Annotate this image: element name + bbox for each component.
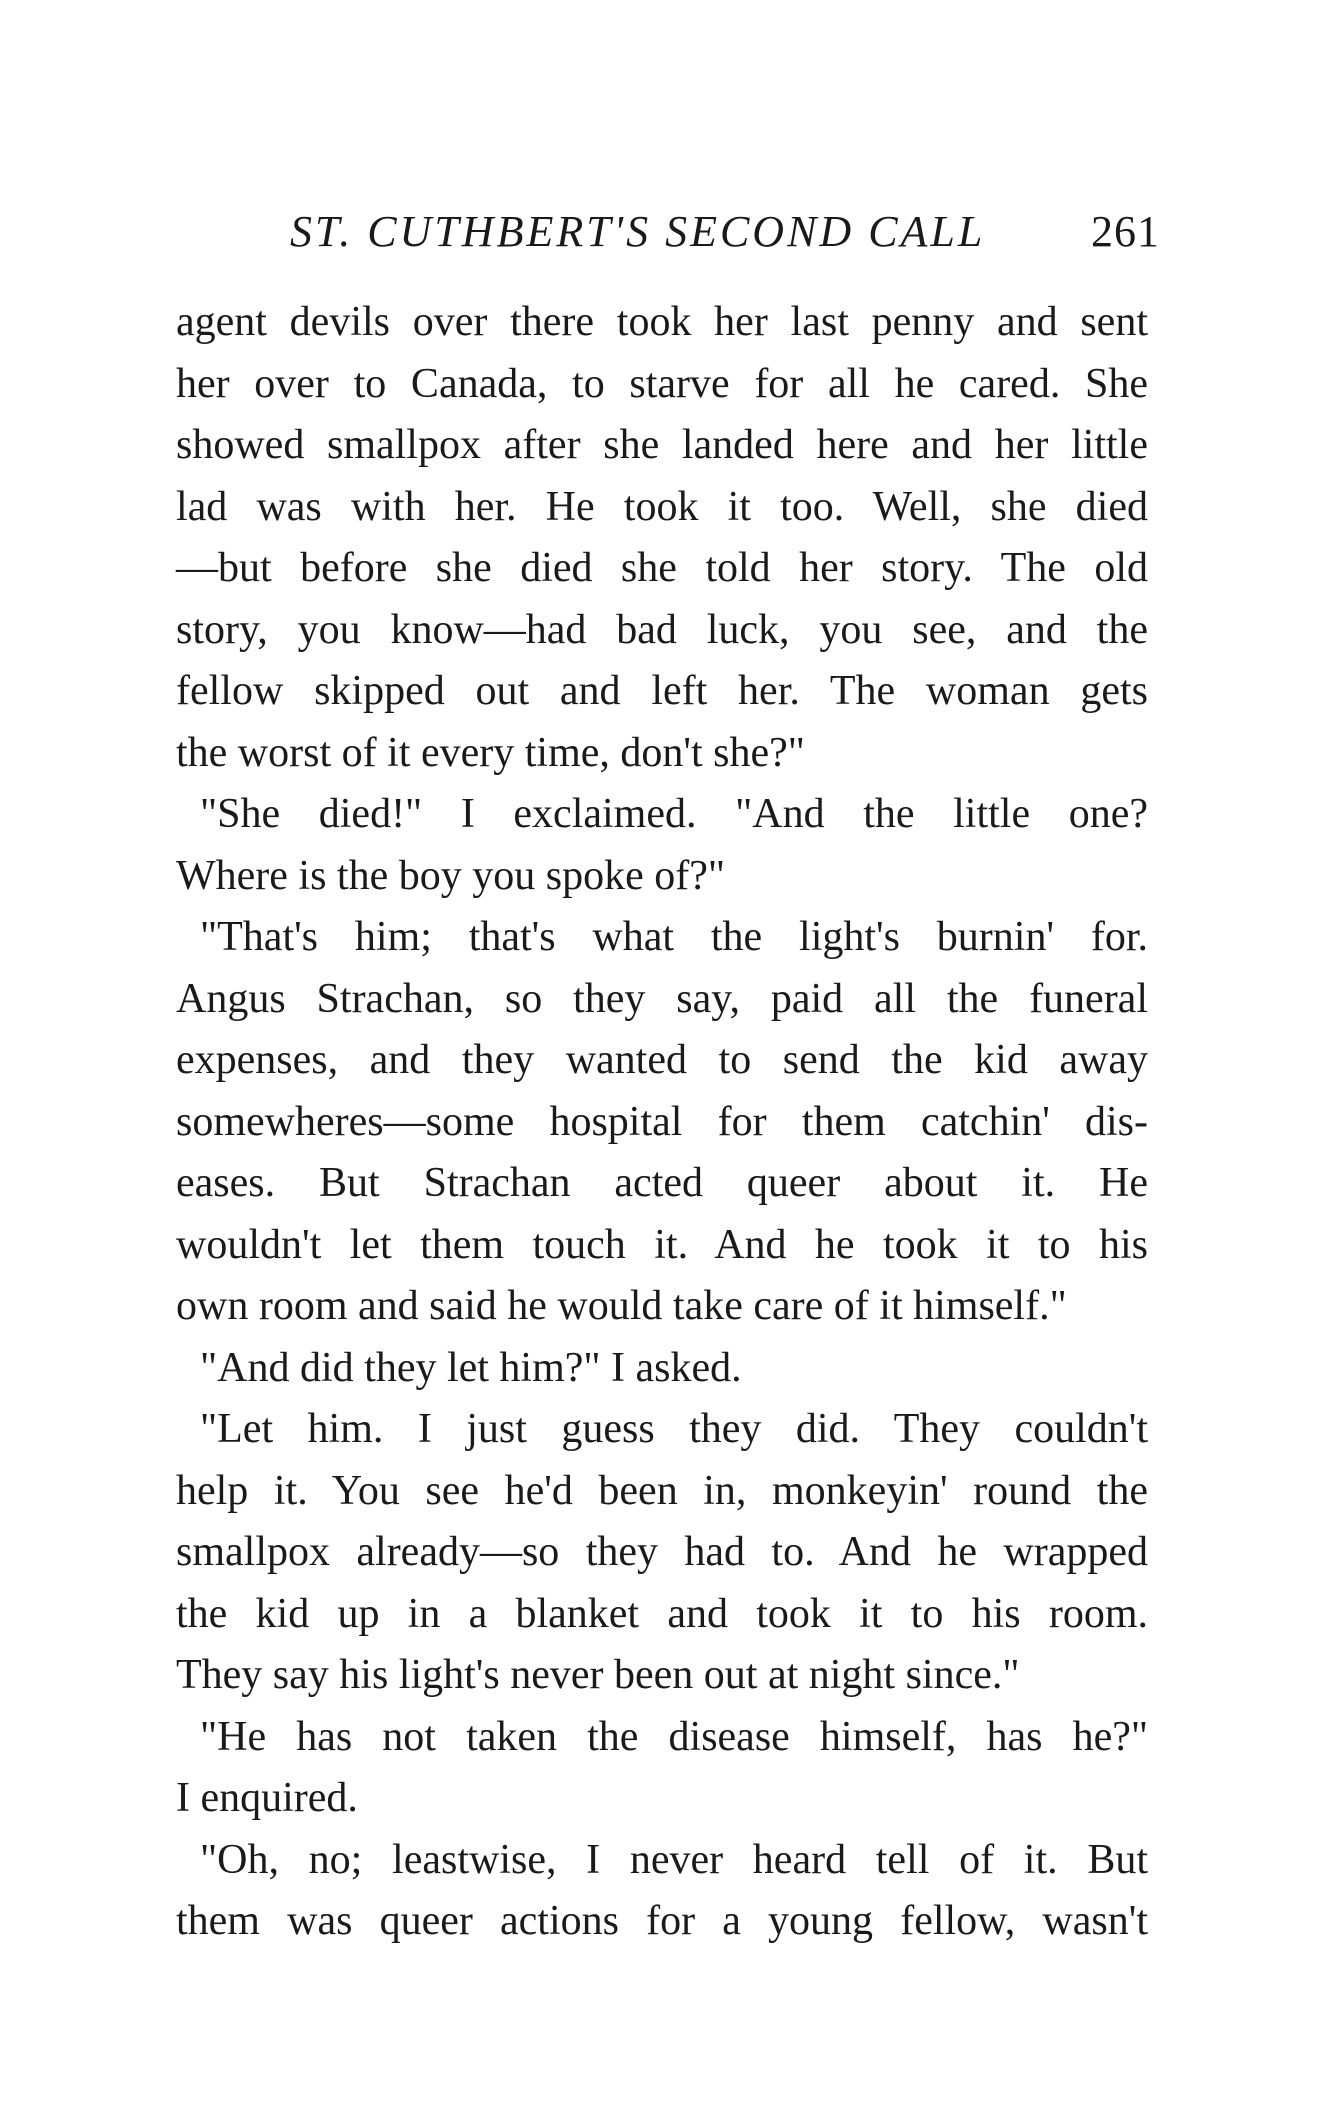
text-line: I enquired. [176, 1775, 358, 1821]
running-title: ST. CUTHBERT'S SECOND CALL [290, 207, 986, 256]
text-line: story, you know—had bad luck, you see, and the [176, 606, 1148, 653]
text-line: "Oh, no; leastwise, I never heard tell of it. But [200, 1836, 1148, 1883]
text-line: expenses, and they wanted to send the kid away [176, 1037, 1148, 1083]
text-line: own room and said he would take care of it himself." [176, 1283, 1067, 1329]
text-line: "She died!" I exclaimed. "And the little one? [200, 791, 1148, 837]
text-line: the worst of it every time, don't she?" [176, 729, 805, 776]
text-line: "That's him; that's what the light's burnin' for. [200, 914, 1148, 960]
text-line: lad was with her. He took it too. Well, she died [176, 483, 1148, 530]
text-line: somewheres—some hospital for them catchin' dis- [176, 1098, 1148, 1145]
running-header [290, 200, 1160, 264]
text-line: agent devils over there took her last penny and sent [176, 299, 1148, 345]
text-line: Angus Strachan, so they say, paid all the funeral [176, 975, 1148, 1022]
page-number: 261 [1091, 207, 1160, 256]
body-text [176, 292, 1148, 1953]
text-line: her over to Canada, to starve for all he cared. She [176, 360, 1148, 407]
text-line: help it. You see he'd been in, monkeyin' round the [176, 1467, 1148, 1514]
text-line: "Let him. I just guess they did. They couldn't [200, 1406, 1148, 1452]
text-line: They say his light's never been out at night since." [176, 1652, 1020, 1698]
text-line: showed smallpox after she landed here and her little [176, 422, 1148, 468]
text-line: Where is the boy you spoke of?" [176, 852, 725, 899]
text-line: fellow skipped out and left her. The woman gets [176, 668, 1148, 714]
text-line: the kid up in a blanket and took it to his room. [176, 1590, 1148, 1637]
text-line: —but before she died she told her story. The old [176, 545, 1148, 591]
text-line: "And did they let him?" I asked. [200, 1344, 742, 1391]
text-line: "He has not taken the disease himself, has he?" [200, 1713, 1148, 1760]
text-line: wouldn't let them touch it. And he took it to his [176, 1221, 1148, 1268]
text-line: smallpox already—so they had to. And he wrapped [176, 1529, 1148, 1575]
text-line: eases. But Strachan acted queer about it. He [176, 1160, 1148, 1206]
text-line: them was queer actions for a young fellow, wasn't [176, 1898, 1148, 1944]
